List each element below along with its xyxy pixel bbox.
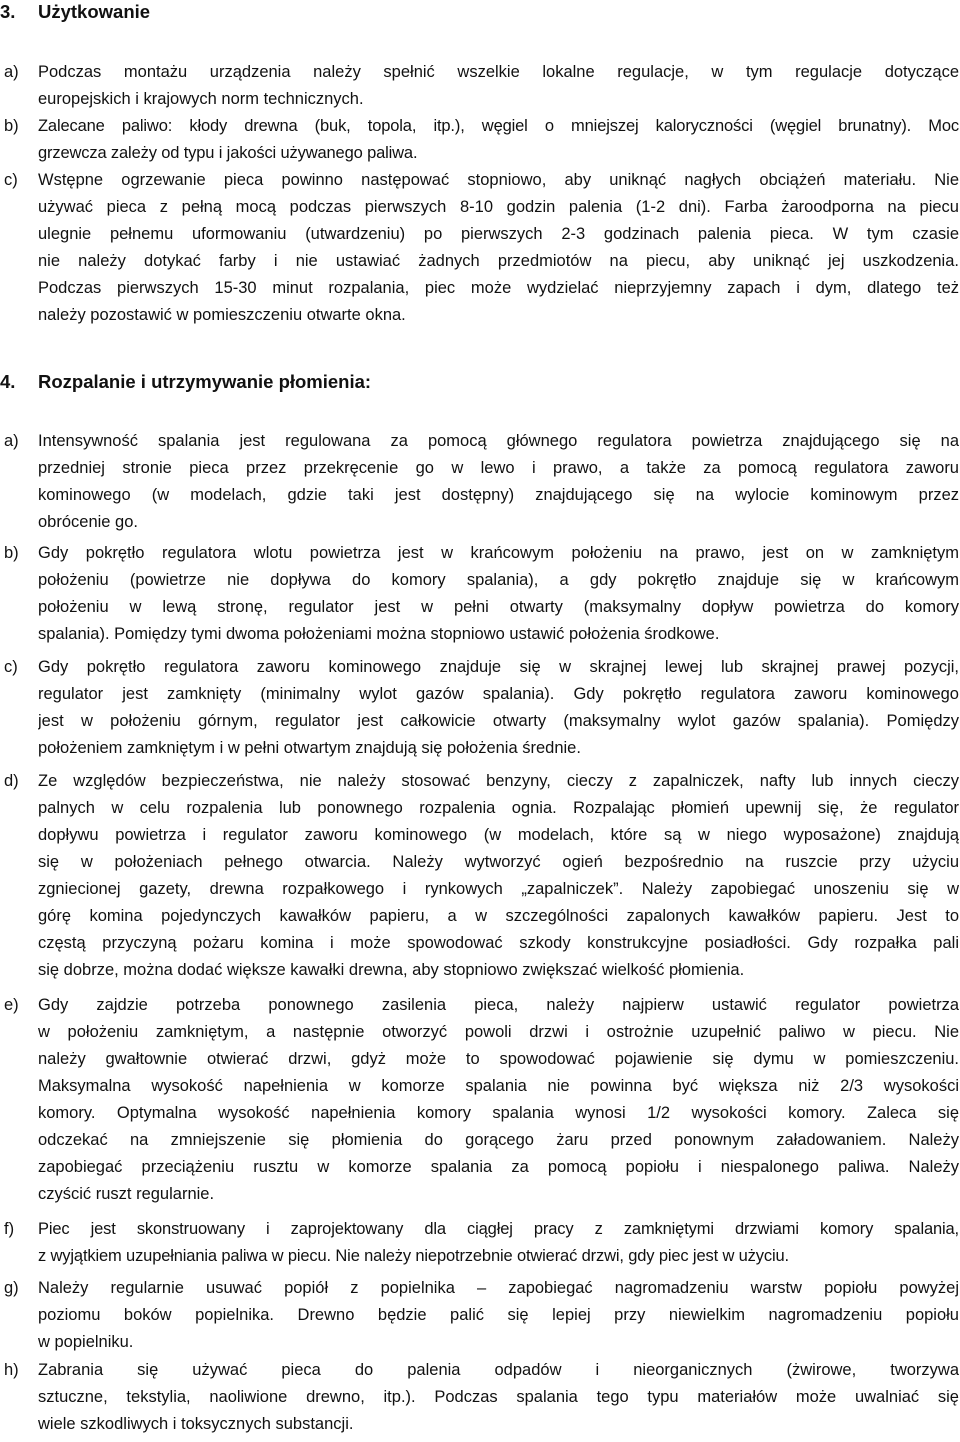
section-4-title: Rozpalanie i utrzymywanie płomienia:: [38, 371, 372, 392]
text-line: się dobrze, można dodać większe kawałki drewna, aby stopniowo zwiększać wielkość płomienia.: [38, 961, 745, 979]
item-text: [38, 113, 959, 167]
text-line: grzewcza zależy od typu i jakości używanego paliwa.: [38, 144, 418, 162]
text-line: położeniu (powietrze nie dopływa do komory spalania), a gdy pokrętło znajduje się w krańcowym: [38, 571, 959, 589]
item-text: [38, 768, 959, 984]
text-line: palnych w celu rozpalenia lub ponownego rozpalenia ognia. Rozpalając płomień upewnij się, że regulator: [38, 799, 959, 817]
item-label: d): [4, 772, 19, 790]
item-text: [38, 428, 959, 536]
text-line: w położeniu zamkniętym, a następnie otworzyć powoli drzwi i ostrożnie uzupełnić paliwo w piecu. Nie: [38, 1023, 959, 1041]
text-line: obrócenie go.: [38, 513, 138, 531]
item-label: a): [4, 432, 19, 450]
item-label: c): [4, 171, 18, 189]
text-line: częstą przyczyną pożaru komina i może spowodować szkody konstrukcyjne posiadłości. Gdy rozpałka pali: [38, 934, 959, 952]
text-line: Gdy zajdzie potrzeba ponownego zasilenia pieca, należy najpierw ustawić regulator powietrza: [38, 996, 959, 1014]
text-line: nie należy dotykać farby i nie ustawiać żadnych przedmiotów na piecu, aby uniknąć jej uszkodzenia.: [38, 252, 959, 270]
text-line: odczekać na zmniejszenie się płomienia do gorącego żaru przed ponownym załadowaniem. Należy: [38, 1131, 959, 1149]
section-3-number: 3.: [0, 1, 16, 22]
text-line: Gdy pokrętło regulatora zaworu kominowego znajduje się w skrajnej lewej lub skrajnej prawej pozycji,: [38, 658, 959, 676]
item-text: [38, 1357, 959, 1438]
text-line: Piec jest skonstruowany i zaprojektowany dla ciągłej pracy z zamkniętymi drzwiami komory spalania,: [38, 1220, 959, 1238]
text-line: kominowego (w modelach, gdzie taki jest dostępny) znajdującego się na wylocie kominowym przez: [38, 486, 959, 504]
text-line: Należy regularnie usuwać popiół z popielnika – zapobiegać nagromadzeniu warstw popiołu powyżej: [38, 1279, 959, 1297]
section-3-heading: [0, 0, 940, 24]
text-line: wiele szkodliwych i toksycznych substancji.: [38, 1415, 354, 1433]
text-line: Podczas montażu urządzenia należy spełnić wszelkie lokalne regulacje, w tym regulacje dotyczące: [38, 63, 959, 81]
text-line: Gdy pokrętło regulatora wlotu powietrza jest w krańcowym położeniu na prawo, jest on w zamkniętym: [38, 544, 959, 562]
item-label: f): [4, 1220, 15, 1238]
item-text: [38, 540, 959, 648]
text-line: komory. Optymalna wysokość napełnienia komory spalania wynosi 1/2 wysokości komory. Zaleca się: [38, 1104, 959, 1122]
text-line: Ze względów bezpieczeństwa, nie należy stosować benzyny, cieczy z zapalniczek, nafty lub innych cieczy: [38, 772, 959, 790]
item-label: c): [4, 658, 18, 676]
item-label: b): [4, 544, 19, 562]
text-line: czyścić ruszt regularnie.: [38, 1185, 215, 1203]
section-4-number: 4.: [0, 371, 16, 392]
text-line: Intensywność spalania jest regulowana za pomocą głównego regulatora powietrza znajdującego się na: [38, 432, 959, 450]
item-text: [38, 167, 959, 329]
text-line: dopływu powietrza i regulator zaworu kominowego (w modelach, które są w niego wyposażone) znajdują: [38, 826, 959, 844]
text-line: zgniecionej gazety, drewna rozpałkowego i rynkowych „zapalniczek”. Należy zapobiegać unoszeniu się w: [38, 880, 959, 898]
text-line: europejskich i krajowych norm technicznych.: [38, 90, 364, 108]
text-line: jest w położeniu górnym, regulator jest całkowicie otwarty (maksymalny wylot gazów spalania). Pomiędzy: [38, 712, 959, 730]
text-line: należy gwałtownie otwierać drzwi, gdyż może to spowodować pojawienie się dymu w pomieszczeniu.: [38, 1050, 959, 1068]
item-text: [38, 654, 959, 762]
section-3-title: Użytkowanie: [38, 1, 151, 22]
item-label: g): [4, 1279, 19, 1297]
section-4-heading: [0, 370, 940, 394]
text-line: zapobiegać przeciążeniu rusztu w komorze spalania za pomocą popiołu i niespalonego paliwa. Należy: [38, 1158, 959, 1176]
item-text: [38, 59, 959, 113]
text-line: Maksymalna wysokość napełnienia w komorze spalania nie powinna być większa niż 2/3 wysokości: [38, 1077, 959, 1095]
text-line: położeniu w lewą stronę, regulator jest w pełni otwarty (maksymalny dopływ powietrza do komory: [38, 598, 959, 616]
text-line: położeniem zamkniętym i w pełni otwartym znajdują się położenia średnie.: [38, 739, 581, 757]
text-line: się w położeniach pełnego otwarcia. Należy wytworzyć ogień bezpośrednio na ruszcie przy użyciu: [38, 853, 959, 871]
item-text: [38, 1275, 959, 1356]
text-line: górę komina pojedynczych kawałków papieru, a w szczególności zapalonych kawałków papieru. Jest to: [38, 907, 959, 925]
item-text: [38, 1216, 959, 1270]
item-label: e): [4, 996, 19, 1014]
text-line: z wyjątkiem uzupełniania paliwa w piecu. Nie należy niepotrzebnie otwierać drzwi, gdy piec jest w użyciu.: [38, 1247, 789, 1265]
text-line: w popielniku.: [38, 1333, 134, 1351]
item-label: b): [4, 117, 19, 135]
text-line: używać pieca z pełną mocą podczas pierwszych 8-10 godzin palenia (1-2 dni). Farba żaroodporna na piecu: [38, 198, 959, 216]
item-text: [38, 992, 959, 1208]
text-line: przedniej stronie pieca przez przekręcenie go w lewo i prawo, a także za pomocą regulatora zaworu: [38, 459, 959, 477]
text-line: ulegnie pełnemu uformowaniu (utwardzeniu) po pierwszych 2-3 godzinach palenia pieca. W tym czasie: [38, 225, 959, 243]
text-line: Zabrania się używać pieca do palenia odpadów i nieorganicznych (żwirowe, tworzywa: [38, 1361, 959, 1379]
text-line: spalania). Pomiędzy tymi dwoma położeniami można stopniowo ustawić położenia środkowe.: [38, 625, 720, 643]
text-line: sztuczne, tekstylia, naoliwione drewno, itp.). Podczas spalania tego typu materiałów może uwalniać się: [38, 1388, 959, 1406]
text-line: Wstępne ogrzewanie pieca powinno następować stopniowo, aby uniknąć nagłych obciążeń materiału. Nie: [38, 171, 959, 189]
text-line: należy pozostawić w pomieszczeniu otwarte okna.: [38, 306, 406, 324]
text-line: regulator jest zamknięty (minimalny wylot gazów spalania). Gdy pokrętło regulatora zaworu kominowego: [38, 685, 959, 703]
text-line: Podczas pierwszych 15-30 minut rozpalania, piec może wydzielać nieprzyjemny zapach i dym, dlatego też: [38, 279, 959, 297]
text-line: poziomu boków popielnika. Drewno będzie palić się lepiej przy niewielkim nagromadzeniu popiołu: [38, 1306, 959, 1324]
item-label: a): [4, 63, 19, 81]
text-line: Zalecane paliwo: kłody drewna (buk, topola, itp.), węgiel o mniejszej kaloryczności (węgiel brunatny). Moc: [38, 117, 959, 135]
item-label: h): [4, 1361, 19, 1379]
